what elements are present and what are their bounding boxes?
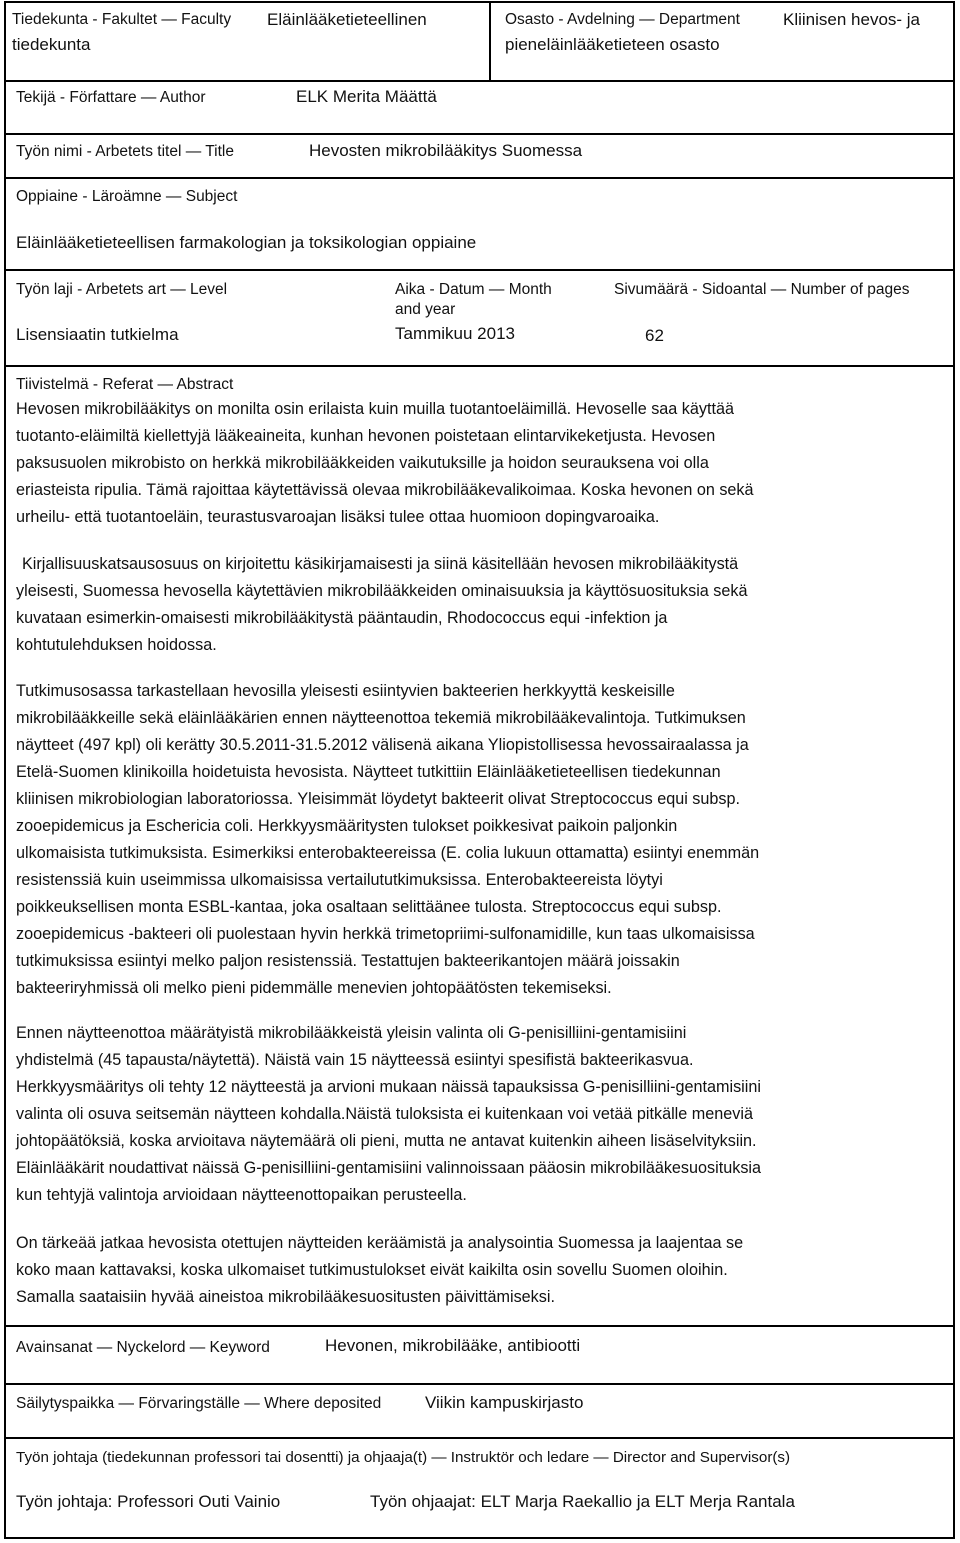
divider [4,1383,955,1385]
department-value: Kliinisen hevos- ja [783,10,921,29]
abstract-line: kuvataan esimerkin-omaisesti mikrobilääkitystä pääntaudin, Rhodococcus equi -infektion ja [16,609,668,627]
abstract-line: Hevosen mikrobilääkitys on monilta osin erilaista kuin muilla tuotantoeläimillä. Hevoselle saa käyttää [16,400,734,418]
abstract-line: Samalla saataisiin hyvää aineistoa mikrobilääkesuositusten päivittämiseksi. [16,1288,555,1306]
divider [4,177,955,179]
abstract-label: Tiivistelmä - Referat — Abstract [16,376,234,393]
divider [4,1325,955,1327]
abstract-line: poikkeuksellisen monta ESBL-kantaa, joka osaltaan selittäänee tulosta. Streptococcus equi subsp. [16,898,722,916]
abstract-line: urheilu- että tuotantoeläin, teurastusvaroajan lisäksi tulee ottaa huomioon dopingvaroaika. [16,508,660,526]
abstract-line: Kirjallisuuskatsausosuus on kirjoitettu käsikirjamaisesti ja siinä käsitellään hevosen mikrobilääkitystä [22,555,739,573]
divider [4,133,955,135]
faculty-label-cont: tiedekunta [12,35,91,54]
director-value: Työn johtaja: Professori Outi Vainio [16,1492,281,1511]
pages-value: 62 [645,326,664,345]
divider [4,80,955,82]
instructors-value: Työn ohjaajat: ELT Marja Raekallio ja ELT Merja Rantala [370,1492,795,1511]
abstract-line: tuotanto-eläimiltä kiellettyjä lääkeaineita, kunhan hevonen poistetaan elintarvikeketjusta. Hevosen [16,427,716,445]
abstract-line: zooepidemicus ja Eschericia coli. Herkkyysmääritysten tulokset poikkesivat paikoin paljonkin [16,817,678,835]
abstract-line: koko maan kattavaksi, koska ulkomaiset tutkimustulokset eivät kaikilta osin sovellu Suomen oloihin. [16,1261,728,1279]
abstract-line: resistenssiä kuin useimmissa ulkomaisissa vertailututkimuksissa. Enterobakteereista löytyi [16,871,663,889]
author-label: Tekijä - Författare — Author [16,89,206,106]
abstract-paragraph-1 [16,396,946,531]
faculty-label: Tiedekunta - Fakultet — Faculty [12,11,232,28]
abstract-line: Tutkimusosassa tarkastellaan hevosilla yleisesti esiintyvien bakteerien herkkyyttä keskeisille [16,682,675,700]
subject-label: Oppiaine - Läroämne — Subject [16,188,238,205]
abstract-line: yleisesti, Suomessa hevosella käytettävien mikrobilääkkeiden ominaisuuksia ja käyttösuosituksia sekä [16,582,748,600]
level-label: Työn laji - Arbetets art — Level [16,281,228,298]
deposit-label: Säilytyspaikka — Förvaringställe — Where deposited [16,1395,382,1412]
abstract-line: paksusuolen mikrobisto on herkkä mikrobilääkkeiden vaikutuksille ja hoidon seurauksena voi olla [16,454,709,472]
deposit-value: Viikin kampuskirjasto [425,1393,584,1412]
abstract-line: eriasteista ripulia. Tämä rajoittaa käytettävissä olevaa mikrobilääkevalikoimaa. Koska hevonen on sekä [16,481,754,499]
department-label: Osasto - Avdelning — Department [505,11,740,28]
abstract-line: bakteeriryhmissä oli melko pieni pidemmälle menevien johtopäätösten tekemiseksi. [16,979,612,997]
abstract-paragraph-5 [16,1230,946,1311]
abstract-line: kohtutulehduksen hoidossa. [16,636,217,654]
subject-value: Eläinlääketieteellisen farmakologian ja toksikologian oppiaine [16,233,477,252]
author-value: ELK Merita Määttä [296,87,437,106]
abstract-line: Eläinlääkärit noudattivat näissä G-penisilliini-gentamisiini valinnoissaan pääosin mikrobilääkesuosituksia [16,1159,762,1177]
pages-label: Sivumäärä - Sidoantal — Number of pages [614,281,910,298]
abstract-line: tutkimuksissa esiintyi melko paljon resistenssiä. Testattujen bakteerikantojen määrä joissakin [16,952,680,970]
abstract-line: Etelä-Suomen klinikoilla hoidetuista hevosista. Näytteet tutkittiin Eläinlääketieteellisen tiedekunnan [16,763,721,781]
keywords-value: Hevonen, mikrobilääke, antibiootti [325,1336,581,1355]
keywords-label: Avainsanat — Nyckelord — Keyword [16,1339,270,1356]
divider [4,365,955,367]
divider [4,269,955,271]
abstract-paragraph-2 [16,551,946,659]
divider [4,1437,955,1439]
faculty-value: Eläinlääketieteellinen [267,10,427,29]
title-value: Hevosten mikrobilääkitys Suomessa [309,141,583,160]
abstract-line: mikrobilääkkeille sekä eläinlääkärien ennen näytteenottoa tekemiä mikrobilääkevalintoja. Tutkimuksen [16,709,746,727]
divider [489,1,491,81]
abstract-line: On tärkeää jatkaa hevosista otettujen näytteiden keräämistä ja analysointia Suomessa ja laajentaa se [16,1234,744,1252]
department-label-cont: pieneläinlääketieteen osasto [505,35,720,54]
date-label-cont: and year [395,301,456,318]
abstract-paragraph-4 [16,1020,946,1209]
abstract-paragraph-3 [16,678,946,1002]
abstract-line: Ennen näytteenottoa määrätyistä mikrobilääkkeistä yleisin valinta oli G-penisilliini-gentamisiini [16,1024,687,1042]
abstract-line: valinta oli osuva seitsemän näytteen kohdalla.Näistä tuloksista ei kuitenkaan voi vetää pitkälle meneviä [16,1105,753,1123]
level-value: Lisensiaatin tutkielma [16,325,179,344]
date-label: Aika - Datum — Month [395,281,552,298]
abstract-line: kun tehtyjä valintoja arvioidaan näytteenottopaikan perusteella. [16,1186,467,1204]
date-value: Tammikuu 2013 [395,324,516,343]
abstract-line: johtopäätöksiä, koska arvioitava näytemäärä oli pieni, mutta ne antavat kuitenkin aiheen lisäselvityksiin. [16,1132,757,1150]
abstract-line: zooepidemicus -bakteeri oli puolestaan hyvin herkkä trimetopriimi-sulfonamidille, kun taas ulkomaisissa [16,925,755,943]
abstract-line: Herkkyysmääritys oli tehty 12 näytteestä ja arvioni mukaan näissä tapauksissa G-penisilliini-gentamisiini [16,1078,761,1096]
title-label: Työn nimi - Arbetets titel — Title [16,143,234,160]
abstract-line: ulkomaisista tutkimuksista. Esimerkiksi enterobakteereissa (E. colia lukuun ottamatta) esiintyi enemmän [16,844,760,862]
abstract-line: kliinisen mikrobiologian laboratoriossa. Yleisimmät löydetyt bakteerit olivat Streptococcus equi subsp. [16,790,740,808]
abstract-line: näytteet (497 kpl) oli kerätty 30.5.2011-31.5.2012 välisenä aikana Yliopistollisessa hevossairaalassa ja [16,736,749,754]
supervisors-label: Työn johtaja (tiedekunnan professori tai dosentti) ja ohjaaja(t) — Instruktör och ledare — Director and Supervisor(s) [16,1449,791,1466]
abstract-line: yhdistelmä (45 tapausta/näytettä). Näistä vain 15 näytteessä esiintyi spesifistä bakteerikasvua. [16,1051,694,1069]
